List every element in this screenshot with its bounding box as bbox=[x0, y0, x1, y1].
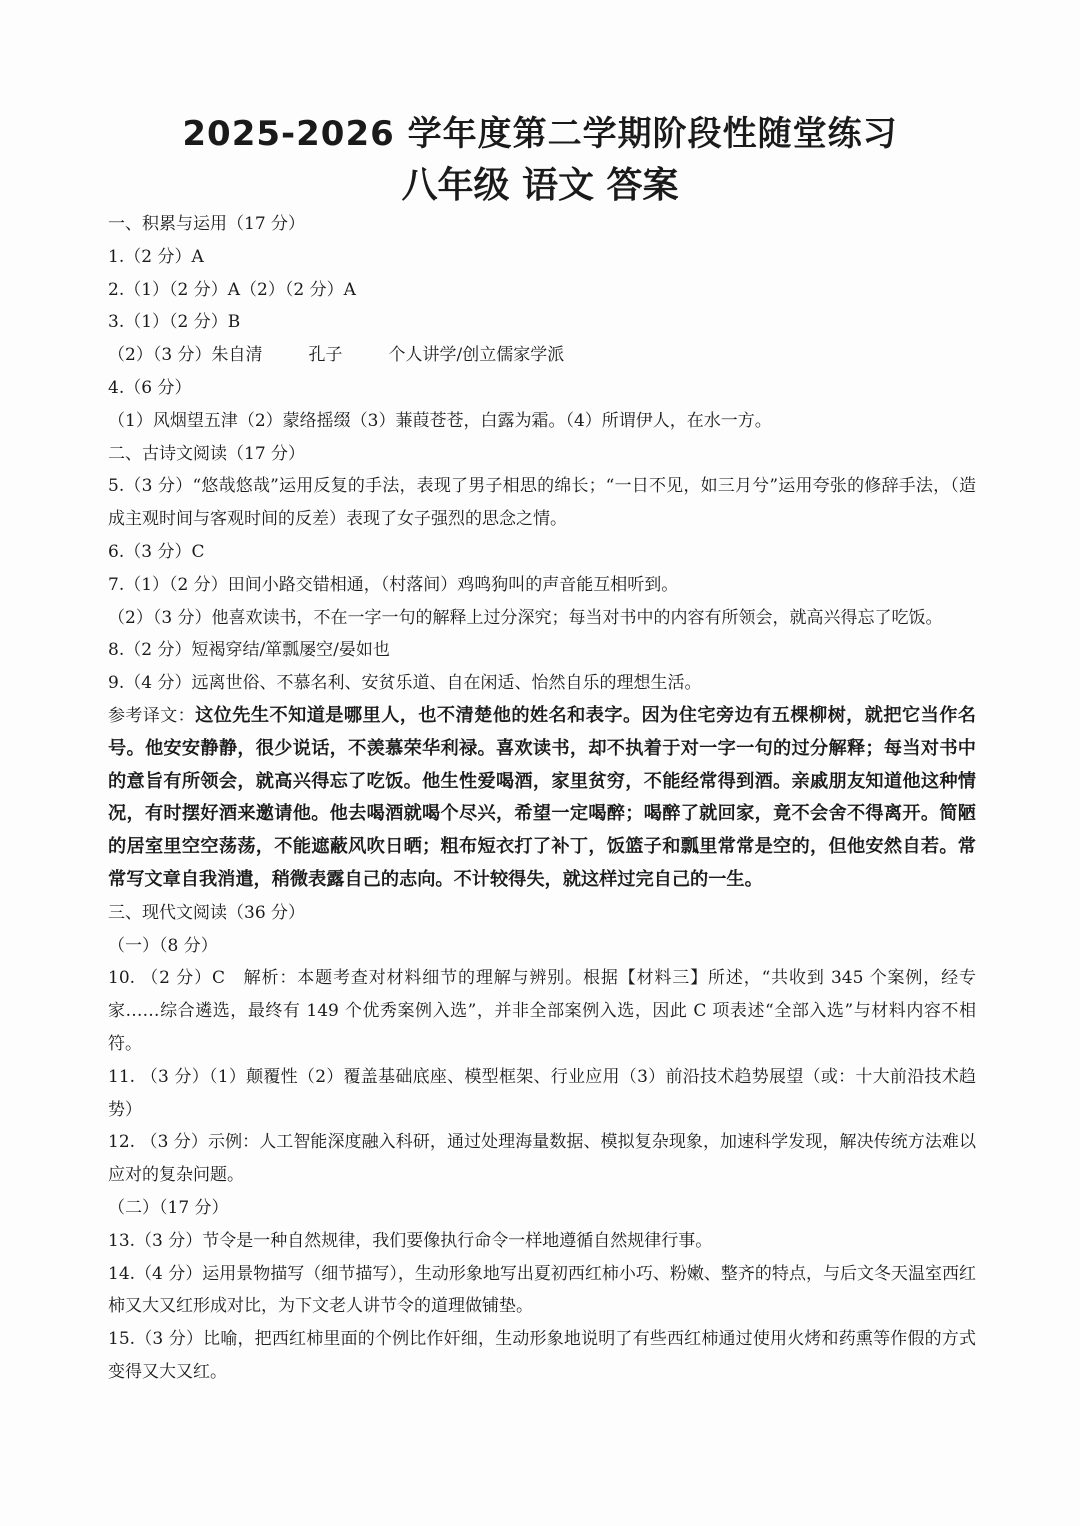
answer-q3-part2-author: （2）（3 分）朱自清 bbox=[108, 345, 263, 366]
answer-q14: 14.（4 分）运用景物描写（细节描写），生动形象地写出夏初西红柿小巧、粉嫩、整齐的特点，与后文冬天温室西红柿又大又红形成对比，为下文老人讲节令的道理做铺垫。 bbox=[108, 1263, 976, 1317]
answer-q4: 4.（6 分） bbox=[108, 377, 192, 398]
answer-q9: 9.（4 分）远离世俗、不慕名利、安贫乐道、自在闲适、怡然自乐的理想生活。 bbox=[108, 673, 702, 694]
reference-translation bbox=[108, 700, 976, 897]
answer-q3-part2 bbox=[108, 339, 976, 372]
answer-q11: 11. （3 分）（1）颠覆性（2）覆盖基础底座、模型框架、行业应用（3）前沿技术趋势展望（或：十大前沿技术趋势） bbox=[108, 1066, 976, 1120]
answer-q8: 8.（2 分）短褐穿结/箪瓢屡空/晏如也 bbox=[108, 640, 390, 661]
answer-q10: 10. （2 分）C 解析：本题考查对材料细节的理解与辨别。根据【材料三】所述，“共收到 345 个案例，经专家……综合遴选，最终有 149 个优秀案例入选”，并非全部案例入选，因此 C 项表述“全部入选”与材料内容不相符。 bbox=[108, 968, 976, 1054]
answer-q3-part1: 3.（1）（2 分）B bbox=[108, 312, 241, 333]
translation-text: 这位先生不知道是哪里人，也不清楚他的姓名和表字。因为住宅旁边有五棵柳树，就把它当作名号。他安安静静，很少说话，不羡慕荣华利禄。喜欢读书，却不执着于对一字一句的过分解释；每当对书中的意旨有所领会，就高兴得忘了吃饭。他生性爱喝酒，家里贫穷，不能经常得到酒。亲戚朋友知道他这种情况，有时摆好酒来邀请他。他去喝酒就喝个尽兴，希望一定喝醉；喝醉了就回家，竟不会舍不得离开。简陋的居室里空空荡荡，不能遮蔽风吹日晒；粗布短衣打了补丁，饭篮子和瓢里常常是空的，但他安然自若。常常写文章自我消遣，稍微表露自己的志向。不计较得失，就这样过完自己的一生。 bbox=[108, 704, 976, 890]
document-title: 2025-2026 学年度第二学期阶段性随堂练习 bbox=[182, 114, 898, 154]
answer-q4-detail: （1）风烟望五津（2）蒙络摇缀（3）蒹葭苍苍，白露为霜。（4）所谓伊人，在水一方。 bbox=[108, 410, 772, 431]
answer-q3-part2-person: 孔子 bbox=[308, 345, 343, 366]
answer-q7-part2: （2）（3 分）他喜欢读书，不在一字一句的解释上过分深究；每当对书中的内容有所领会，就高兴得忘了吃饭。 bbox=[108, 607, 943, 628]
section-heading-1: 一、积累与运用（17 分） bbox=[108, 214, 306, 234]
subsection-1: （一）（8 分） bbox=[108, 935, 218, 956]
answer-q1: 1.（2 分）A bbox=[108, 246, 204, 267]
answer-q6: 6.（3 分）C bbox=[108, 541, 205, 562]
translation-label: 参考译文： bbox=[108, 705, 196, 726]
section-heading-3: 三、现代文阅读（36 分） bbox=[108, 902, 306, 923]
answer-q12: 12. （3 分）示例：人工智能深度融入科研，通过处理海量数据、模拟复杂现象，加速科学发现，解决传统方法难以应对的复杂问题。 bbox=[108, 1132, 976, 1186]
answer-q7-part1: 7.（1）（2 分）田间小路交错相通，（村落间）鸡鸣狗叫的声音能互相听到。 bbox=[108, 574, 679, 595]
answer-content bbox=[108, 208, 976, 1389]
answer-q3-part2-contribution: 个人讲学/创立儒家学派 bbox=[388, 345, 565, 366]
answer-q2: 2.（1）（2 分）A（2）（2 分）A bbox=[108, 279, 356, 300]
section-heading-2: 二、古诗文阅读（17 分） bbox=[108, 443, 306, 464]
subsection-2: （二）（17 分） bbox=[108, 1197, 229, 1218]
answer-q15: 15.（3 分）比喻，把西红柿里面的个例比作奸细，生动形象地说明了有些西红柿通过使用火烤和药熏等作假的方式变得又大又红。 bbox=[108, 1329, 976, 1382]
answer-q13: 13.（3 分）节令是一种自然规律，我们要像执行命令一样地遵循自然规律行事。 bbox=[108, 1230, 713, 1251]
document-subtitle: 八年级 语文 答案 bbox=[401, 165, 679, 206]
answer-q5: 5.（3 分）“悠哉悠哉”运用反复的手法，表现了男子相思的绵长；“一日不见，如三月兮”运用夸张的修辞手法，（造成主观时间与客观时间的反差）表现了女子强烈的思念之情。 bbox=[108, 476, 976, 530]
